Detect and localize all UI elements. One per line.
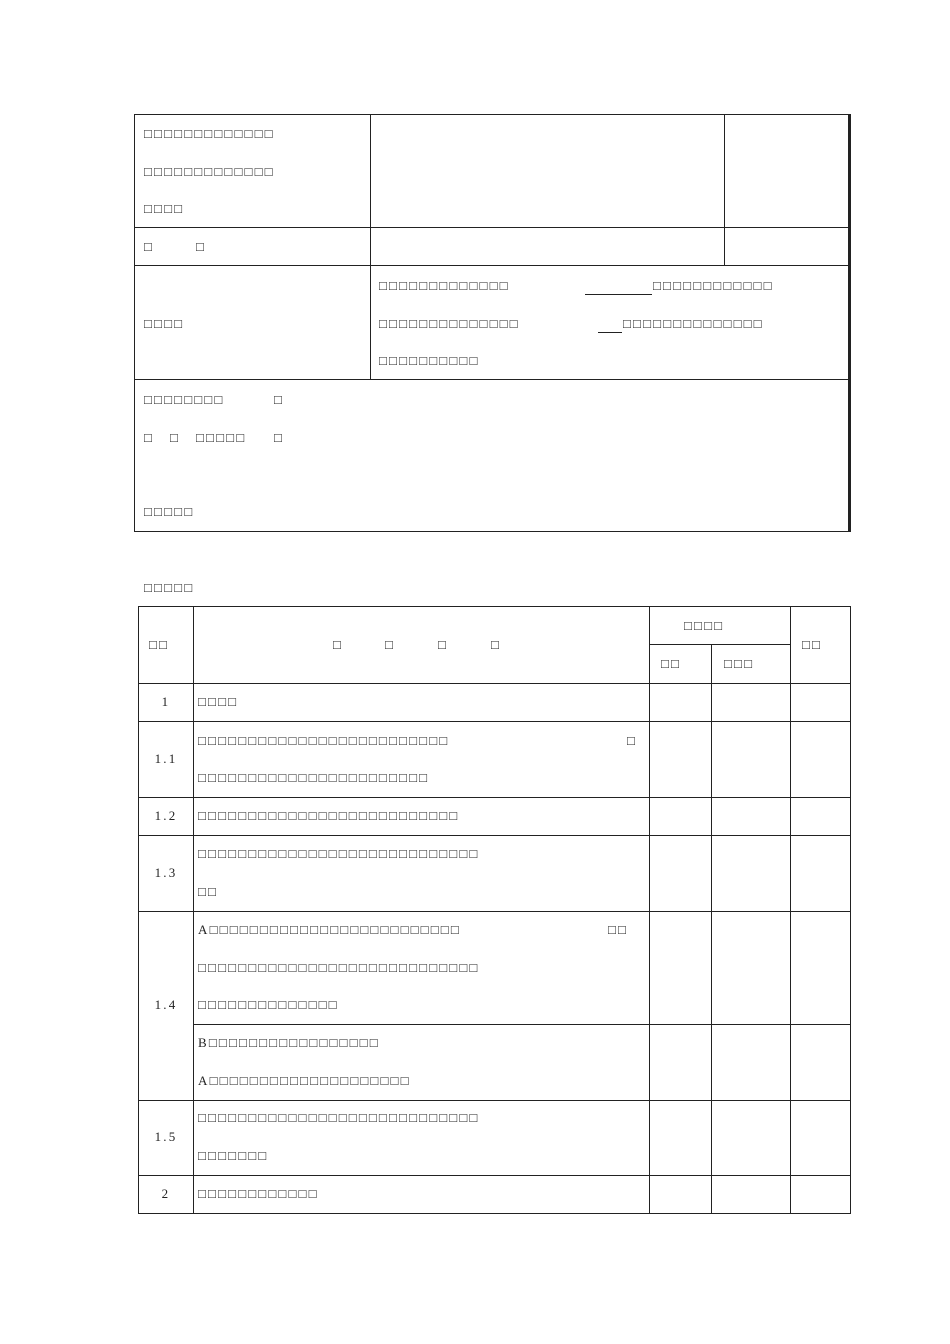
checklist-row-divider-1-5 [139, 1175, 850, 1176]
top-row3-blank-line-1 [585, 294, 652, 295]
header-seq: □□ [149, 637, 170, 652]
row-1-3-line2: □□ [198, 884, 219, 899]
row-1-4-a-line1-end: □□ [608, 922, 629, 937]
row-1-1-line1-end: □ [627, 733, 638, 748]
header-result-b: □□□ [724, 656, 755, 671]
header-remark: □□ [802, 637, 823, 652]
row-1-4-a-line3: □□□□□□□□□□□□□□ [198, 997, 339, 1012]
checklist-header-subdivider [650, 644, 790, 645]
top-row1-line3: □□□□ [144, 201, 185, 216]
top-row3-text-a2: □□□□□□□□□□□□ [653, 278, 774, 293]
row-1-4-b-line1: B□□□□□□□□□□□□□□□□□ [198, 1035, 380, 1050]
top-row4-line1-label: □□□□□□□□ [144, 392, 225, 407]
top-row4-line2-end: □ [274, 430, 285, 445]
top-row3-text-a1: □□□□□□□□□□□□□ [379, 278, 510, 293]
row-1-text: □□□□ [198, 694, 239, 709]
top-form-row-divider-3 [135, 379, 849, 380]
row-1-4-b-line2: A□□□□□□□□□□□□□□□□□□□□ [198, 1073, 411, 1088]
top-row4-line3: □□□□□ [144, 504, 195, 519]
checklist-row-divider-1 [139, 721, 850, 722]
top-row4-line1-end: □ [274, 392, 285, 407]
row-2-text: □□□□□□□□□□□□ [198, 1186, 319, 1201]
top-row4-line2-b: □ [170, 430, 181, 445]
checklist-row-divider-1-4-sub [194, 1024, 850, 1025]
checklist-col-divider-content [649, 607, 650, 1213]
row-1-5-line2: □□□□□□□ [198, 1148, 269, 1163]
checklist-row-divider-1-3 [139, 911, 850, 912]
top-row3-label: □□□□ [144, 316, 185, 331]
row-1-4-a-line2: □□□□□□□□□□□□□□□□□□□□□□□□□□□□ [198, 960, 480, 975]
row-1-1-line1: □□□□□□□□□□□□□□□□□□□□□□□□□ [198, 733, 450, 748]
top-row4-line2-a: □ [144, 430, 155, 445]
top-row2-left: □ [144, 239, 155, 254]
checklist-row-divider-1-2 [139, 835, 850, 836]
header-content-2: □ [385, 637, 396, 652]
row-2-num: 2 [161, 1186, 171, 1201]
row-1-4-num: 1.4 [154, 997, 178, 1012]
row-1-5-num: 1.5 [154, 1129, 178, 1144]
top-row4-line2-c: □□□□□ [196, 430, 247, 445]
header-result-group: □□□□ [684, 618, 725, 633]
row-1-2-text: □□□□□□□□□□□□□□□□□□□□□□□□□□ [198, 808, 460, 823]
section-title: □□□□□ [144, 580, 195, 595]
top-row3-text-b1: □□□□□□□□□□□□□□ [379, 316, 520, 331]
top-row3-text-b2: □□□□□□□□□□□□□□ [623, 316, 764, 331]
row-1-3-line1: □□□□□□□□□□□□□□□□□□□□□□□□□□□□ [198, 846, 480, 861]
row-1-2-num: 1.2 [154, 808, 178, 823]
top-row3-text-c: □□□□□□□□□□ [379, 353, 480, 368]
checklist-row-divider-header [139, 683, 850, 684]
checklist-row-divider-1-4 [139, 1100, 850, 1101]
header-content-1: □ [333, 637, 344, 652]
top-row2-right: □ [196, 239, 207, 254]
row-1-1-num: 1.1 [154, 751, 178, 766]
header-content-3: □ [438, 637, 449, 652]
row-1-3-num: 1.3 [154, 865, 178, 880]
row-1-num: 1 [161, 694, 171, 709]
row-1-4-a-line1: A□□□□□□□□□□□□□□□□□□□□□□□□□ [198, 922, 461, 937]
top-row3-blank-line-2 [598, 332, 622, 333]
header-content-4: □ [491, 637, 502, 652]
header-result-a: □□ [661, 656, 682, 671]
checklist-row-divider-1-1 [139, 797, 850, 798]
top-form-col-divider-2 [724, 115, 725, 266]
top-row1-line1: □□□□□□□□□□□□□ [144, 126, 275, 141]
top-form-col-divider-1 [370, 115, 371, 380]
checklist-col-divider-remark [790, 607, 791, 1213]
checklist-col-divider-result [711, 644, 712, 1213]
top-form-row-divider-1 [135, 227, 849, 228]
top-row1-line2: □□□□□□□□□□□□□ [144, 164, 275, 179]
top-form-row-divider-2 [135, 265, 849, 266]
row-1-5-line1: □□□□□□□□□□□□□□□□□□□□□□□□□□□□ [198, 1110, 480, 1125]
checklist-col-divider-seq [193, 607, 194, 1213]
row-1-1-line2: □□□□□□□□□□□□□□□□□□□□□□□ [198, 770, 430, 785]
